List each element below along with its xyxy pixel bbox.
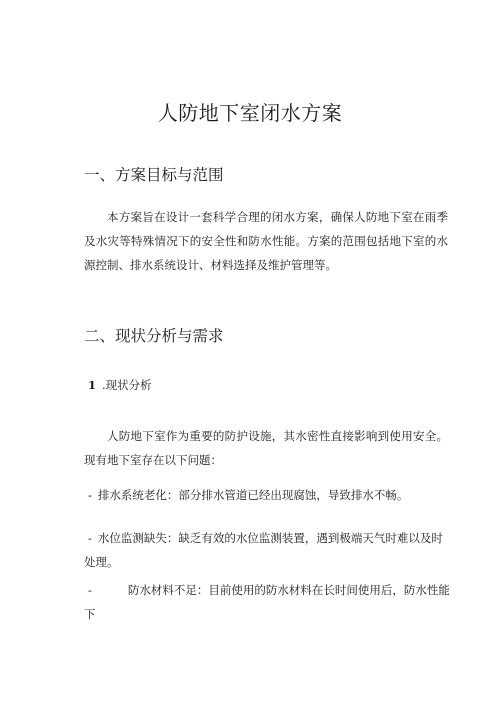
list-dash: - [88,583,92,597]
document-title: 人防地下室闭水方案 [157,101,343,125]
issue-text: 水位监测缺失：缺乏有效的水位监测装置，遇到极端天气时难以及时处理。 [84,531,443,569]
issue-text: 防水材料不足：目前使用的防水材料在长时间使用后，防水性能下 [84,583,450,621]
issue-list-item [84,578,454,626]
issue-list-item [84,526,454,574]
subsection-number: 1 [88,378,97,392]
issue-text: 排水系统老化：部分排水管道已经出现腐蚀，导致排水不畅。 [97,488,409,502]
section-heading-2: 二、现状分析与需求 [84,327,224,345]
issue-list-item [84,483,454,507]
list-dash: - [88,531,92,545]
section-1-paragraph: 本方案旨在设计一套科学合理的闭水方案，确保人防地下室在雨季及水灾等特殊情况下的安全性和防水性能。方案的范围包括地下室的水源控制、排水系统设计、材料选择及维护管理等。 [84,210,448,272]
subsection-heading [88,377,152,393]
list-dash: - [88,488,92,502]
section-2-paragraph: 人防地下室作为重要的防护设施，其水密性直接影响到使用安全。现有地下室存在以下问题： [84,429,448,467]
section-heading-1: 一、方案目标与范围 [84,166,224,184]
subsection-label: .现状分析 [102,378,152,392]
